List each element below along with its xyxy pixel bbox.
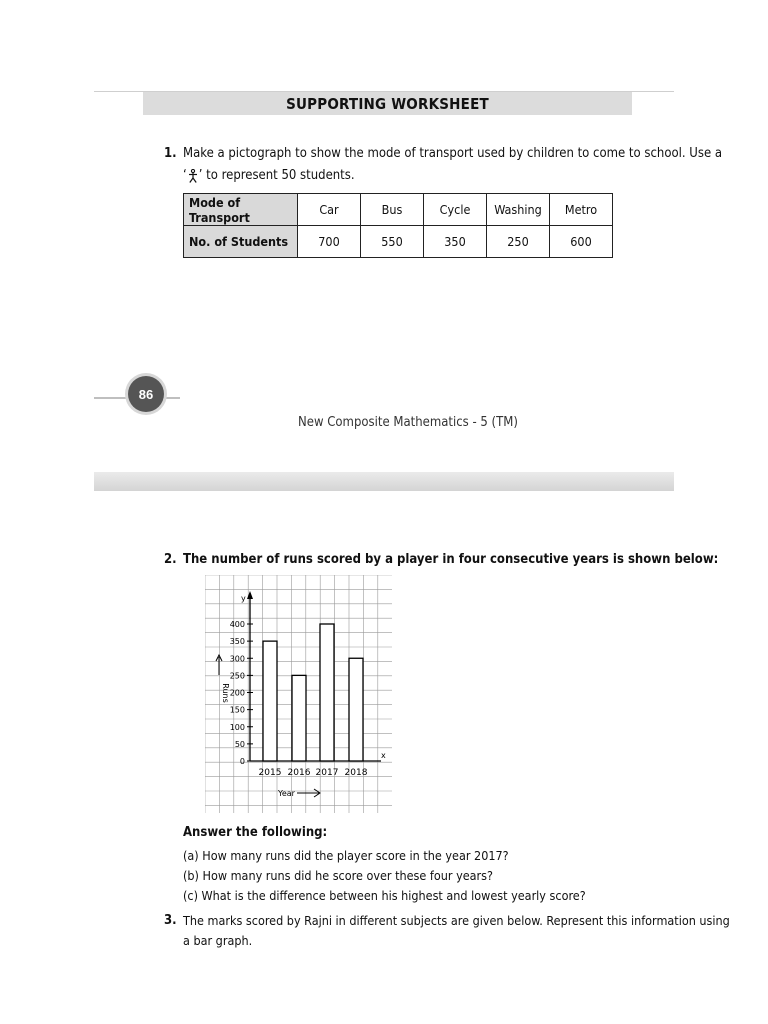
y-tick-label: 50: [234, 739, 245, 749]
x-tick-label: 2017: [315, 768, 339, 778]
y-tick-label: 200: [229, 688, 245, 698]
table-row-label: No. of Students: [184, 226, 298, 258]
x-axis-label: Year: [278, 789, 295, 798]
sub-question-a: (a) How many runs did the player score in the year 2017?: [183, 848, 509, 863]
y-tick-label: 250: [229, 671, 245, 681]
bar-2016: [292, 675, 306, 761]
table-cell: 550: [361, 226, 424, 258]
table-row: [184, 226, 613, 258]
table-column-header: Bus: [361, 194, 424, 226]
y-tick-label: 100: [229, 722, 245, 732]
runs-bar-chart: [205, 575, 392, 813]
question-2-text: The number of runs scored by a player in four consecutive years is shown below:: [183, 552, 719, 567]
page-separator: [94, 472, 674, 491]
table-row: [184, 194, 613, 226]
table-header-label: Mode of Transport: [184, 194, 298, 226]
question-2-number: 2.: [164, 552, 177, 567]
y-axis-arrow: [247, 591, 253, 599]
transport-table: [183, 193, 613, 258]
sub-question-c: (c) What is the difference between his highest and lowest yearly score?: [183, 888, 586, 903]
chart-canvas: [205, 575, 392, 813]
table-column-header: Cycle: [424, 194, 487, 226]
stick-figure-icon: [188, 169, 198, 183]
bar-2018: [349, 658, 363, 761]
y-axis-label: Runs: [221, 683, 230, 703]
question-3-line1: The marks scored by Rajni in different subjects are given below. Represent this information using: [183, 913, 730, 928]
question-3-number: 3.: [164, 913, 177, 928]
sub-question-b: (b) How many runs did he score over these four years?: [183, 868, 493, 883]
table-cell: 700: [298, 226, 361, 258]
table-column-header: Washing: [487, 194, 550, 226]
quote-open: ‘: [183, 168, 187, 183]
table-cell: 600: [550, 226, 613, 258]
x-tick-label: 2016: [287, 768, 311, 778]
table-cell: 350: [424, 226, 487, 258]
question-1-line1: Make a pictograph to show the mode of transport used by children to come to school. Use a: [183, 146, 723, 161]
book-footer: New Composite Mathematics - 5 (TM): [298, 415, 518, 430]
bar-2015: [263, 641, 277, 761]
table-cell: 250: [487, 226, 550, 258]
worksheet-title: SUPPORTING WORKSHEET: [143, 92, 632, 115]
y-tick-label: 300: [229, 654, 245, 664]
quote-close-text: ’ to represent 50 students.: [198, 168, 355, 183]
y-axis-letter: y: [241, 594, 246, 603]
footer-rule-right: [162, 397, 180, 399]
bar-2017: [320, 624, 334, 761]
question-1-number: 1.: [164, 146, 177, 161]
table-column-header: Metro: [550, 194, 613, 226]
x-tick-label: 2015: [258, 768, 282, 778]
x-tick-label: 2018: [344, 768, 368, 778]
question-3-line2: a bar graph.: [183, 933, 253, 948]
x-axis-letter: x: [381, 751, 386, 760]
footer-rule-left: [94, 397, 130, 399]
page-number-badge: 86: [128, 376, 164, 412]
y-tick-label: 400: [229, 620, 245, 629]
y-tick-label: 150: [229, 705, 245, 715]
question-1-line2: [183, 165, 355, 187]
y-tick-label: 350: [229, 637, 245, 647]
answer-heading: Answer the following:: [183, 825, 328, 840]
y-tick-label: 0: [239, 757, 245, 766]
table-column-header: Car: [298, 194, 361, 226]
